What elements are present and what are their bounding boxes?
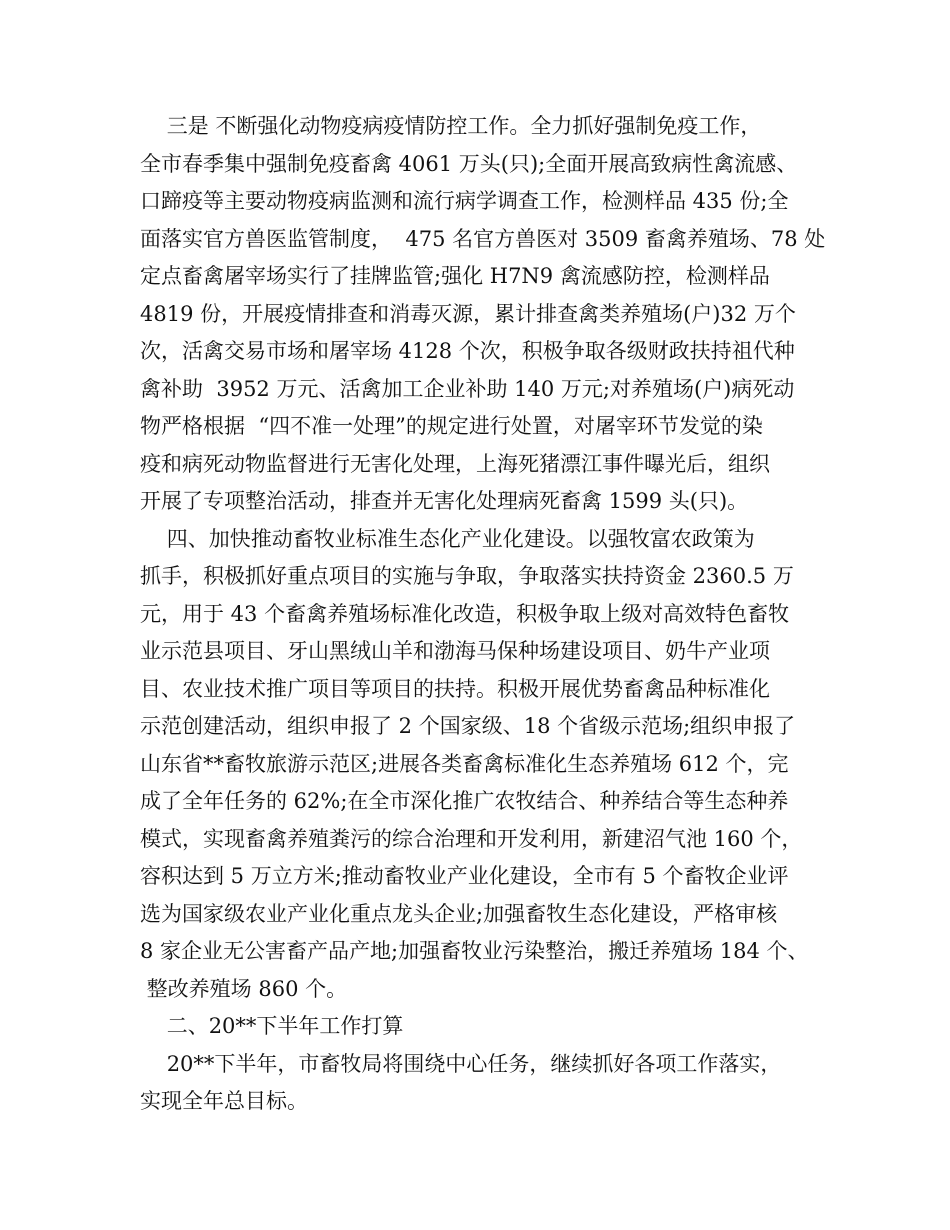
text-line: 实现全年总目标。 <box>140 1089 308 1113</box>
text-line: 山东省**畜牧旅游示范区;进展各类畜禽标准化生态养殖场 612 个，完 <box>140 751 789 776</box>
text-line: 疫和病死动物监督进行无害化处理，上海死猪漂江事件曝光后，组织 <box>140 451 770 476</box>
text-line: 整改养殖场 860 个。 <box>140 976 348 1001</box>
text-line: 开展了专项整治活动，排查并无害化处理病死畜禽 1599 头(只)。 <box>140 489 749 513</box>
text-line: 次，活禽交易市场和屠宰场 4128 个次，积极争取各级财政扶持祖代种 <box>140 339 795 363</box>
text-line: 物严格根据 “四不准一处理”的规定进行处置，对屠宰环节发觉的染 <box>140 414 763 438</box>
text-line: 二、20**下半年工作打算 <box>140 1014 404 1038</box>
text-line: 成了全年任务的 62%;在全市深化推广农牧结合、种养结合等生态种养 <box>140 789 789 813</box>
text-line: 模式，实现畜禽养殖粪污的综合治理和开发利用，新建沼气池 160 个， <box>140 826 803 851</box>
text-line: 禽补助 3952 万元、活禽加工企业补助 140 万元;对养殖场(户)病死动 <box>140 376 795 401</box>
text-line: 选为国家级农业产业化重点龙头企业;加强畜牧生态化建设，严格审核 <box>140 901 778 926</box>
text-line: 示范创建活动，组织申报了 2 个国家级、18 个省级示范场;组织申报了 <box>140 714 796 738</box>
text-line: 元，用于 43 个畜禽养殖场标准化改造，积极争取上级对高效特色畜牧 <box>140 601 790 626</box>
text-line: 4819 份，开展疫情排查和消毒灭源，累计排查禽类养殖场(户)32 万个 <box>140 301 796 326</box>
text-line: 目、农业技术推广项目等项目的扶持。积极开展优势畜禽品种标准化 <box>140 676 770 701</box>
text-line: 四、加快推动畜牧业标准生态化产业化建设。以强牧富农政策为 <box>140 526 755 551</box>
text-line: 容积达到 5 万立方米;推动畜牧业产业化建设，全市有 5 个畜牧企业评 <box>140 864 789 888</box>
text-line: 面落实官方兽医监管制度， 475 名官方兽医对 3509 畜禽养殖场、78 处 <box>140 226 826 251</box>
text-line: 抓手，积极抓好重点项目的实施与争取，争取落实扶持资金 2360.5 万 <box>140 564 794 588</box>
text-line: 20**下半年，市畜牧局将围绕中心任务，继续抓好各项工作落实， <box>140 1051 782 1076</box>
document-body <box>140 108 830 1121</box>
text-line: 8 家企业无公害畜产品产地;加强畜牧业污染整治，搬迁养殖场 184 个、 <box>140 939 809 963</box>
text-line: 三是 不断强化动物疫病疫情防控工作。全力抓好强制免疫工作， <box>140 114 762 138</box>
text-line: 定点畜禽屠宰场实行了挂牌监管;强化 H7N9 禽流感防控，检测样品 <box>140 264 770 288</box>
text-line: 业示范县项目、牙山黑绒山羊和渤海马保种场建设项目、奶牛产业项 <box>140 639 770 663</box>
text-line: 全市春季集中强制免疫畜禽 4061 万头(只);全面开展高致病性禽流感、 <box>140 151 798 176</box>
text-line: 口蹄疫等主要动物疫病监测和流行病学调查工作，检测样品 435 份;全 <box>140 189 789 213</box>
